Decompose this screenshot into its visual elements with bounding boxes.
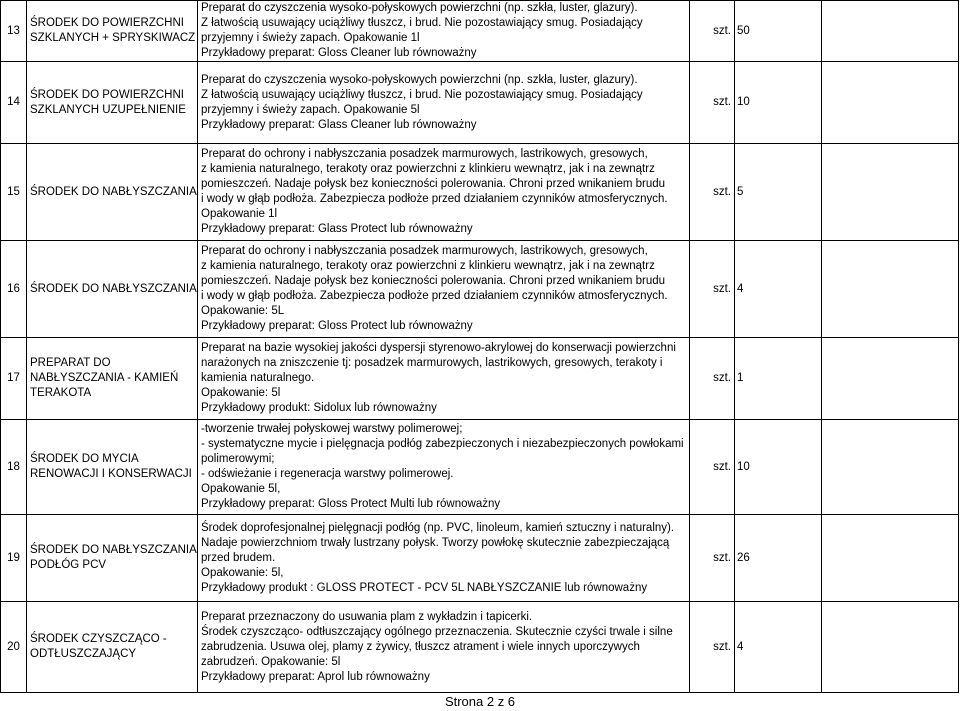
product-description [198, 338, 690, 420]
product-name [27, 62, 198, 144]
product-name-line: ODTŁUSZCZAJĄCY [30, 648, 137, 660]
quantity: 5 [735, 144, 822, 241]
description-line: z kamienia naturalnego, terakoty oraz powierzchni z klinkieru wewnątrz, jak i na zewnątrz [201, 163, 655, 175]
product-name-line: ŚRODEK DO MYCIA [30, 453, 139, 465]
product-name-line: ŚRODEK DO NABŁYSZCZANIA [30, 544, 197, 556]
description-line: Przykładowy produkt: Sidolux lub równoważny [201, 402, 437, 414]
description-line: Z łatwością usuwający uciążliwy tłuszcz, i brud. Nie pozostawiający smug. Posiadający [201, 17, 643, 29]
quantity: 1 [735, 338, 822, 420]
description-line: Opakowanie: 5l [201, 387, 281, 399]
empty-cell [822, 144, 959, 241]
unit: szt. [690, 1, 735, 62]
quantity: 50 [735, 1, 822, 62]
empty-cell [822, 515, 959, 602]
table-row [1, 144, 959, 241]
product-description [198, 62, 690, 144]
product-name-line: NABŁYSZCZANIA - KAMIEŃ [30, 372, 179, 384]
product-name [27, 241, 198, 338]
empty-cell [822, 338, 959, 420]
description-line: pomieszczeń. Nadaje połysk bez konieczności polerowania. Chroni przed wnikaniem brudu [201, 275, 666, 287]
unit: szt. [690, 420, 735, 515]
unit: szt. [690, 144, 735, 241]
table-row [1, 338, 959, 420]
table-row [1, 602, 959, 693]
table-row [1, 62, 959, 144]
table-row [1, 1, 959, 62]
page-number: Strona 2 z 6 [444, 694, 516, 709]
description-line: z kamienia naturalnego, terakoty oraz powierzchni z klinkieru wewnątrz, jak i na zewnątrz [201, 260, 655, 272]
row-number: 13 [1, 1, 27, 62]
row-number: 15 [1, 144, 27, 241]
product-name [27, 1, 198, 62]
description-line: Preparat do czyszczenia wysoko-połyskowych powierzchni (np. szkła, luster, glazury). [201, 2, 638, 14]
description-line: Opakowanie: 5l, [201, 566, 284, 579]
product-description [198, 241, 690, 338]
product-description [198, 144, 690, 241]
description-line: polimerowymi; [201, 453, 275, 465]
description-line: Opakowanie 1l [201, 208, 278, 220]
description-line: i wody w głąb podłoża. Zabezpiecza podłoże przed działaniem czynników atmosferycznych. [201, 193, 668, 205]
product-name-line: TERAKOTA [30, 387, 92, 399]
product-name [27, 515, 198, 602]
row-number: 14 [1, 62, 27, 144]
product-description [198, 1, 690, 62]
description-line: przed brudem. [201, 551, 276, 564]
product-name-line: SZKLANYCH UZUPEŁNIENIE [30, 103, 186, 116]
quantity: 10 [735, 420, 822, 515]
empty-cell [822, 602, 959, 693]
description-line: Opakowanie 5l, [201, 483, 281, 495]
description-line: Nadaje powierzchniom trwały lustrzany połysk. Tworzy powłokę skutecznie zabezpieczającą [201, 536, 670, 549]
product-name-line: ŚRODEK DO POWIERZCHNI [30, 88, 184, 101]
empty-cell [822, 241, 959, 338]
unit: szt. [690, 338, 735, 420]
description-line: Przykładowy preparat: Glass Protect lub równoważny [201, 223, 473, 235]
row-number: 20 [1, 602, 27, 693]
description-line: Przykładowy produkt : GLOSS PROTECT - PCV 5L NABŁYSZCZANIE lub równoważny [201, 581, 648, 594]
product-name-line: SZKLANYCH + SPRYSKIWACZ [30, 32, 196, 44]
description-line: Preparat do ochrony i nabłyszczania posadzek marmurowych, lastrikowych, gresowych, [201, 245, 648, 257]
product-name [27, 420, 198, 515]
product-name [27, 338, 198, 420]
description-line: zabrudzenia. Usuwa olej, plamy z żywicy, tłuszcz atrament i wiele innych uporczywych [201, 640, 640, 653]
table-row [1, 241, 959, 338]
description-line: zabrudzeń. Opakowanie: 5l [201, 655, 341, 668]
description-line: i wody w głąb podłoża. Zabezpiecza podłoże przed działaniem czynników atmosferycznych. [201, 290, 668, 302]
empty-cell [822, 62, 959, 144]
empty-cell [822, 420, 959, 515]
table-row [1, 420, 959, 515]
description-line: Preparat przeznaczony do usuwania plam z wykładzin i tapicerki. [201, 610, 533, 623]
row-number: 19 [1, 515, 27, 602]
quantity: 10 [735, 62, 822, 144]
description-line: Środek czyszcząco- odtłuszczający ogólnego przeznaczenia. Skutecznie czyści trwale i silne [201, 625, 673, 638]
unit: szt. [690, 62, 735, 144]
product-description [198, 420, 690, 515]
product-name [27, 144, 198, 241]
unit: szt. [690, 515, 735, 602]
product-name-line: PODŁÓG PCV [30, 559, 107, 571]
product-name-line: ŚRODEK DO NABŁYSZCZANIA [30, 282, 197, 295]
quantity: 4 [735, 602, 822, 693]
description-line: -tworzenie trwałej połyskowej warstwy polimerowej; [201, 423, 463, 435]
quantity: 4 [735, 241, 822, 338]
description-line: - odświeżanie i regeneracja warstwy polimerowej. [201, 468, 454, 480]
row-number: 18 [1, 420, 27, 515]
description-line: Opakowanie: 5L [201, 305, 285, 317]
description-line: Środek doprofesjonalnej pielęgnacji podłóg (np. PVC, linoleum, kamień sztuczny i naturalny). [201, 521, 675, 534]
description-line: Przykładowy preparat: Gloss Protect Multi lub równoważny [201, 498, 501, 510]
description-line: Przykładowy preparat: Gloss Cleaner lub równoważny [201, 47, 477, 59]
quantity: 26 [735, 515, 822, 602]
unit: szt. [690, 241, 735, 338]
description-line: przyjemny i świeży zapach. Opakowanie 5l [201, 103, 420, 116]
product-name [27, 602, 198, 693]
product-description [198, 515, 690, 602]
description-line: Preparat do czyszczenia wysoko-połyskowych powierzchni (np. szkła, luster, glazury). [201, 73, 638, 86]
description-line: pomieszczeń. Nadaje połysk bez konieczności polerowania. Chroni przed wnikaniem brudu [201, 178, 666, 190]
product-name-line: ŚRODEK CZYSZCZĄCO - [30, 633, 167, 645]
description-line: Z łatwością usuwający uciążliwy tłuszcz, i brud. Nie pozostawiający smug. Posiadający [201, 88, 643, 101]
empty-cell [822, 1, 959, 62]
row-number: 16 [1, 241, 27, 338]
description-line: Preparat na bazie wysokiej jakości dyspersji styrenowo-akrylowej do konserwacji powierzchni [201, 342, 676, 354]
description-line: przyjemny i świeży zapach. Opakowanie 1l [201, 32, 420, 44]
description-line: narażonych na zniszczenie tj: posadzek marmurowych, lastrikowych, gresowych, terakoty i [201, 357, 663, 369]
product-name-line: ŚRODEK DO NABŁYSZCZANIA [30, 185, 197, 198]
table-row [1, 515, 959, 602]
product-name-line: ŚRODEK DO POWIERZCHNI [30, 17, 184, 29]
unit: szt. [690, 602, 735, 693]
description-line: - systematyczne mycie i pielęgnacja podłóg zabezpieczonych i niezabezpieczonych powłokami [201, 438, 684, 450]
row-number: 17 [1, 338, 27, 420]
product-name-line: RENOWACJI I KONSERWACJI [30, 468, 192, 480]
product-name-line: PREPARAT DO [30, 357, 111, 369]
description-line: kamienia naturalnego. [201, 372, 315, 384]
description-line: Przykładowy preparat: Gloss Protect lub równoważny [201, 320, 473, 332]
description-line: Przykładowy preparat: Aprol lub równoważny [201, 670, 430, 683]
description-line: Przykładowy preparat: Glass Cleaner lub równoważny [201, 118, 477, 131]
description-line: Preparat do ochrony i nabłyszczania posadzek marmurowych, lastrikowych, gresowych, [201, 148, 648, 160]
product-description [198, 602, 690, 693]
